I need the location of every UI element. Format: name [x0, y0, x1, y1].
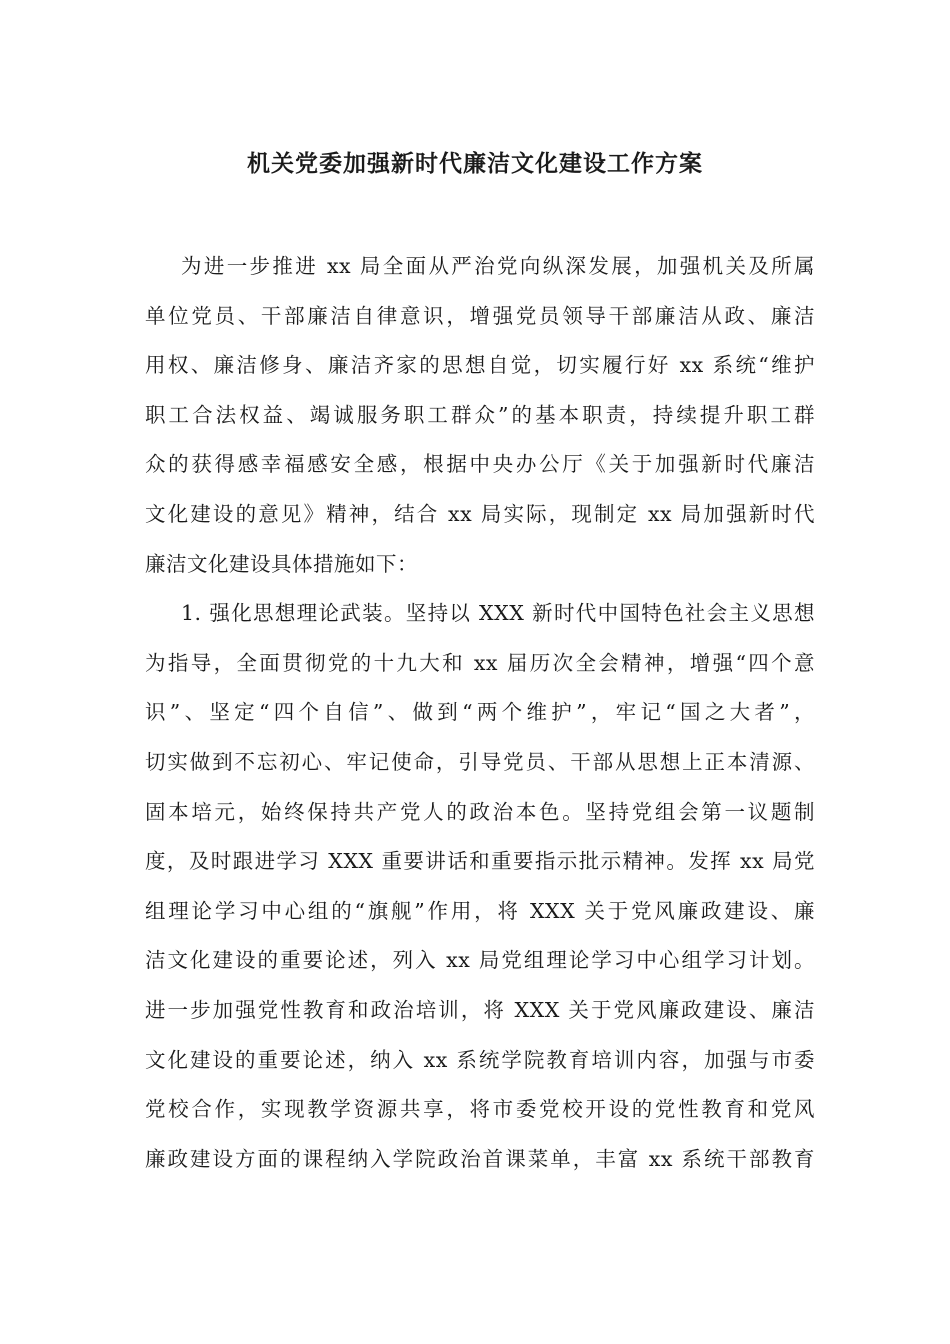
paragraph-line: 廉政建设方面的课程纳入学院政治首课菜单，丰富 xx 系统干部教育 [145, 1146, 815, 1171]
paragraph-line: 众的获得感幸福感安全感，根据中央办公厅《关于加强新时代廉洁 [145, 452, 815, 477]
paragraph-line: 为进一步推进 xx 局全面从严治党向纵深发展，加强机关及所属 [181, 254, 815, 278]
paragraph-line: 识”、坚定“四个自信”、做到“两个维护”，牢记“国之大者”， [145, 700, 815, 725]
paragraph-line: 进一步加强党性教育和政治培训，将 XXX 关于党风廉政建设、廉洁 [145, 997, 815, 1022]
paragraph-line: 廉洁文化建设具体措施如下： [145, 551, 418, 576]
document-body [145, 242, 815, 1184]
paragraph-line: 固本培元，始终保持共产党人的政治本色。坚持党组会第一议题制 [145, 799, 815, 824]
paragraph-line: 单位党员、干部廉洁自律意识，增强党员领导干部廉洁从政、廉洁 [145, 303, 815, 328]
paragraph-line: 职工合法权益、竭诚服务职工群众”的基本职责，持续提升职工群 [145, 402, 815, 427]
paragraph-line: 切实做到不忘初心、牢记使命，引导党员、干部从思想上正本清源、 [145, 749, 815, 774]
paragraph-line: 党校合作，实现教学资源共享，将市委党校开设的党性教育和党风 [145, 1097, 815, 1122]
paragraph-line: 文化建设的意见》精神，结合 xx 局实际，现制定 xx 局加强新时代 [145, 501, 815, 526]
paragraph-line: 文化建设的重要论述，纳入 xx 系统学院教育培训内容，加强与市委 [145, 1047, 815, 1072]
paragraph-line: 组理论学习中心组的“旗舰”作用，将 XXX 关于党风廉政建设、廉 [145, 898, 815, 923]
paragraph-line: 为指导，全面贯彻党的十九大和 xx 届历次全会精神，增强“四个意 [145, 650, 815, 675]
paragraph-line: 度，及时跟进学习 XXX 重要讲话和重要指示批示精神。发挥 xx 局党 [145, 849, 815, 874]
paragraph-line: 用权、廉洁修身、廉洁齐家的思想自觉，切实履行好 xx 系统“维护 [145, 353, 815, 378]
paragraph-line: 1. 强化思想理论武装。坚持以 XXX 新时代中国特色社会主义思想 [181, 601, 815, 626]
document-title: 机关党委加强新时代廉洁文化建设工作方案 [247, 150, 703, 177]
paragraph-line: 洁文化建设的重要论述，列入 xx 局党组理论学习中心组学习计划。 [145, 948, 815, 973]
